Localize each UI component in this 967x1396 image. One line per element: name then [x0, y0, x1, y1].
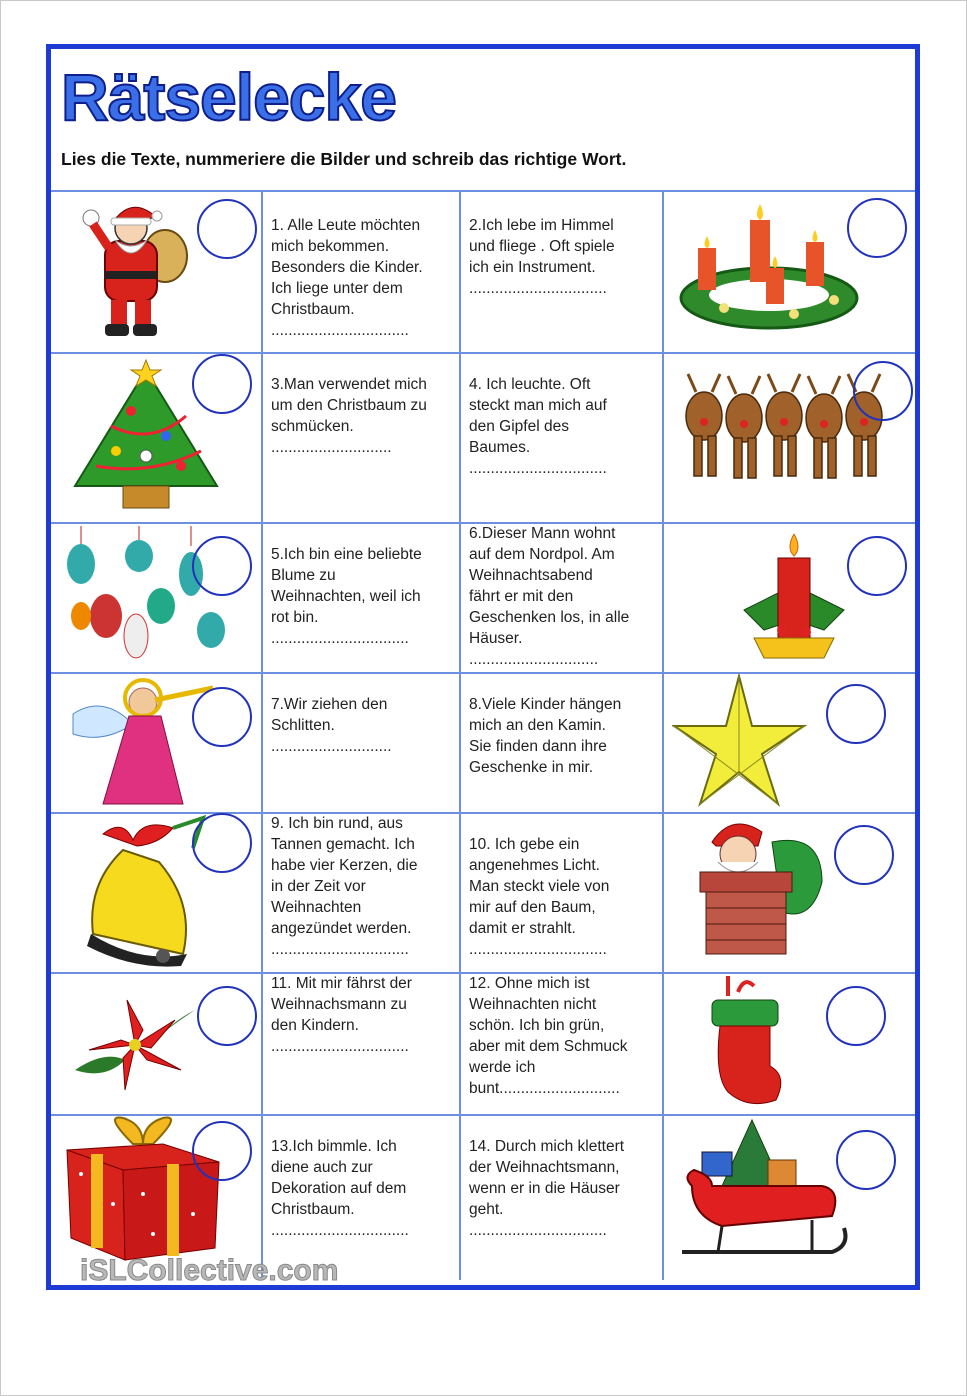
clue-line: Weihnachsmann zu	[271, 996, 407, 1013]
clue-line: Christbaum.	[271, 301, 355, 318]
clue-line: mir auf den Baum,	[469, 899, 596, 916]
bell-icon	[63, 814, 213, 969]
number-circle[interactable]	[192, 354, 252, 414]
answer-blank[interactable]: ................................	[271, 1038, 409, 1055]
santa-chimney-icon	[672, 812, 832, 962]
clue-line: 14. Durch mich klettert	[469, 1138, 625, 1155]
clue-line: Baumes.	[469, 439, 531, 456]
clue-line: 8.Viele Kinder hängen	[469, 696, 622, 713]
clue-line: um den Christbaum zu	[271, 397, 427, 414]
instruction-text: Lies die Texte, nummeriere die Bilder und schreib das richtige Wort.	[61, 149, 627, 169]
clue-cell	[263, 812, 461, 972]
number-circle[interactable]	[192, 813, 252, 873]
clue-line: den Gipfel des	[469, 418, 569, 435]
puzzle-row	[51, 522, 915, 674]
clue-line: 13.Ich bimmle. Ich	[271, 1138, 397, 1155]
puzzle-row	[51, 192, 915, 354]
worksheet	[46, 44, 920, 1290]
answer-blank[interactable]: ................................	[469, 1222, 607, 1239]
clue-line: angezündet werden.	[271, 920, 412, 937]
number-circle[interactable]	[836, 1130, 896, 1190]
answer-blank[interactable]: ................................	[469, 280, 607, 297]
answer-blank[interactable]: ..............................	[469, 651, 599, 668]
clue-line: werde ich	[469, 1059, 536, 1076]
clue-line: Blume zu	[271, 567, 336, 584]
clue-line: mich bekommen.	[271, 238, 390, 255]
number-circle[interactable]	[826, 684, 886, 744]
clue-text	[469, 973, 656, 1099]
puzzle-row	[51, 812, 915, 974]
star-icon	[672, 674, 807, 809]
clue-line: Tannen gemacht. Ich	[271, 836, 415, 853]
number-circle[interactable]	[192, 687, 252, 747]
clue-line: rot bin.	[271, 609, 319, 626]
answer-blank[interactable]: ................................	[271, 941, 409, 958]
clue-line: mich an den Kamin.	[469, 717, 606, 734]
clue-line: Weihnachtsabend	[469, 567, 593, 584]
clue-line: angenehmes Licht.	[469, 857, 600, 874]
clue-line: aber mit dem Schmuck	[469, 1038, 628, 1055]
clue-line: Ich liege unter dem	[271, 280, 403, 297]
clue-line: 7.Wir ziehen den	[271, 696, 388, 713]
clue-line: Weihnachten nicht	[469, 996, 597, 1013]
clue-text	[469, 694, 656, 778]
answer-blank[interactable]: ............................	[271, 738, 392, 755]
clue-text	[271, 694, 453, 757]
clue-line: 3.Man verwendet mich	[271, 376, 427, 393]
clue-text	[469, 834, 656, 960]
clue-line: in der Zeit vor	[271, 878, 366, 895]
clue-text	[469, 523, 656, 670]
clue-cell	[461, 192, 664, 352]
page-title: Rätselecke	[61, 60, 396, 134]
picture-cell	[51, 192, 263, 352]
number-circle[interactable]	[847, 536, 907, 596]
clue-cell	[263, 192, 461, 352]
angel-icon	[63, 674, 223, 809]
clue-line: 2.Ich lebe im Himmel	[469, 217, 614, 234]
picture-cell	[664, 672, 915, 812]
advent-wreath-icon	[674, 198, 864, 338]
clue-text	[271, 973, 453, 1057]
number-circle[interactable]	[197, 986, 257, 1046]
clue-cell	[461, 1114, 664, 1280]
clue-line: Sie finden dann ihre	[469, 738, 607, 755]
number-circle[interactable]	[853, 361, 913, 421]
number-circle[interactable]	[847, 198, 907, 258]
clue-line: 11. Mit mir fährst der	[271, 975, 412, 992]
clue-line: auf dem Nordpol. Am	[469, 546, 615, 563]
clue-line: 5.Ich bin eine beliebte	[271, 546, 422, 563]
clue-cell	[263, 352, 461, 522]
clue-line: 10. Ich gebe ein	[469, 836, 580, 853]
clue-line: Dekoration auf dem	[271, 1180, 407, 1197]
clue-cell	[263, 672, 461, 812]
clue-line: Man steckt viele von	[469, 878, 610, 895]
clue-line: der Weihnachtsmann,	[469, 1159, 620, 1176]
poinsettia-icon	[65, 990, 205, 1100]
clue-line: ich ein Instrument.	[469, 259, 596, 276]
santa-claus-icon	[75, 196, 195, 346]
answer-blank[interactable]: ................................	[469, 460, 607, 477]
clue-text	[271, 215, 453, 341]
clue-cell	[461, 522, 664, 672]
clue-text	[469, 215, 656, 299]
clue-line: 9. Ich bin rund, aus	[271, 815, 403, 832]
clue-line: Häuser.	[469, 630, 523, 647]
clue-line: Geschenke in mir.	[469, 759, 594, 776]
clue-line: habe vier Kerzen, die	[271, 857, 418, 874]
clue-line: 4. Ich leuchte. Oft	[469, 376, 591, 393]
clue-line: fährt er mit den	[469, 588, 574, 605]
clue-line: und fliege . Oft spiele	[469, 238, 615, 255]
answer-blank[interactable]: ............................	[271, 439, 392, 456]
clue-cell	[461, 812, 664, 972]
picture-cell	[664, 972, 915, 1114]
candle-icon	[724, 530, 864, 665]
picture-cell	[51, 972, 263, 1114]
picture-cell	[664, 352, 915, 522]
puzzle-row	[51, 972, 915, 1116]
picture-cell	[51, 352, 263, 522]
picture-cell	[664, 1114, 915, 1280]
picture-cell	[51, 812, 263, 972]
clue-line: Geschenken los, in alle	[469, 609, 630, 626]
clue-line: Besonders die Kinder.	[271, 259, 423, 276]
clue-line: Christbaum.	[271, 1201, 355, 1218]
answer-blank[interactable]: ................................	[469, 941, 607, 958]
answer-blank[interactable]: ................................	[271, 630, 409, 647]
clue-line: Weihnachten, weil ich	[271, 588, 421, 605]
clue-line: 6.Dieser Mann wohnt	[469, 525, 616, 542]
number-circle[interactable]	[192, 1121, 252, 1181]
clue-cell	[461, 972, 664, 1114]
clue-text	[271, 1136, 453, 1241]
clue-line: wenn er in die Häuser	[469, 1180, 620, 1197]
clue-line: den Kindern.	[271, 1017, 359, 1034]
puzzle-row	[51, 352, 915, 524]
clue-line: steckt man mich auf	[469, 397, 607, 414]
clue-line: diene auch zur	[271, 1159, 373, 1176]
number-circle[interactable]	[834, 825, 894, 885]
picture-cell	[664, 192, 915, 352]
clue-text	[271, 813, 453, 960]
picture-cell	[664, 812, 915, 972]
answer-blank[interactable]: bunt............................	[469, 1080, 620, 1097]
clue-text	[271, 544, 453, 649]
clue-text	[469, 374, 656, 479]
stocking-icon	[698, 976, 798, 1111]
answer-blank[interactable]: ................................	[271, 1222, 409, 1239]
clue-line: 1. Alle Leute möchten	[271, 217, 421, 234]
sleigh-icon	[672, 1116, 852, 1266]
picture-cell	[51, 522, 263, 672]
clue-cell	[263, 972, 461, 1114]
picture-cell	[664, 522, 915, 672]
clue-cell	[461, 672, 664, 812]
clue-line: Schlitten.	[271, 717, 335, 734]
picture-cell	[51, 672, 263, 812]
puzzle-grid	[51, 190, 915, 1282]
number-circle[interactable]	[197, 199, 257, 259]
clue-line: 12. Ohne mich ist	[469, 975, 590, 992]
clue-cell	[461, 352, 664, 522]
clue-text	[469, 1136, 656, 1241]
number-circle[interactable]	[192, 536, 252, 596]
watermark-text: iSLCollective.com	[80, 1254, 339, 1287]
clue-cell	[263, 522, 461, 672]
clue-line: schön. Ich bin grün,	[469, 1017, 605, 1034]
clue-text	[271, 374, 453, 458]
answer-blank[interactable]: ................................	[271, 322, 409, 339]
puzzle-row	[51, 672, 915, 814]
clue-line: damit er strahlt.	[469, 920, 576, 937]
clue-line: geht.	[469, 1201, 504, 1218]
number-circle[interactable]	[826, 986, 886, 1046]
clue-line: schmücken.	[271, 418, 354, 435]
clue-line: Weihnachten	[271, 899, 362, 916]
